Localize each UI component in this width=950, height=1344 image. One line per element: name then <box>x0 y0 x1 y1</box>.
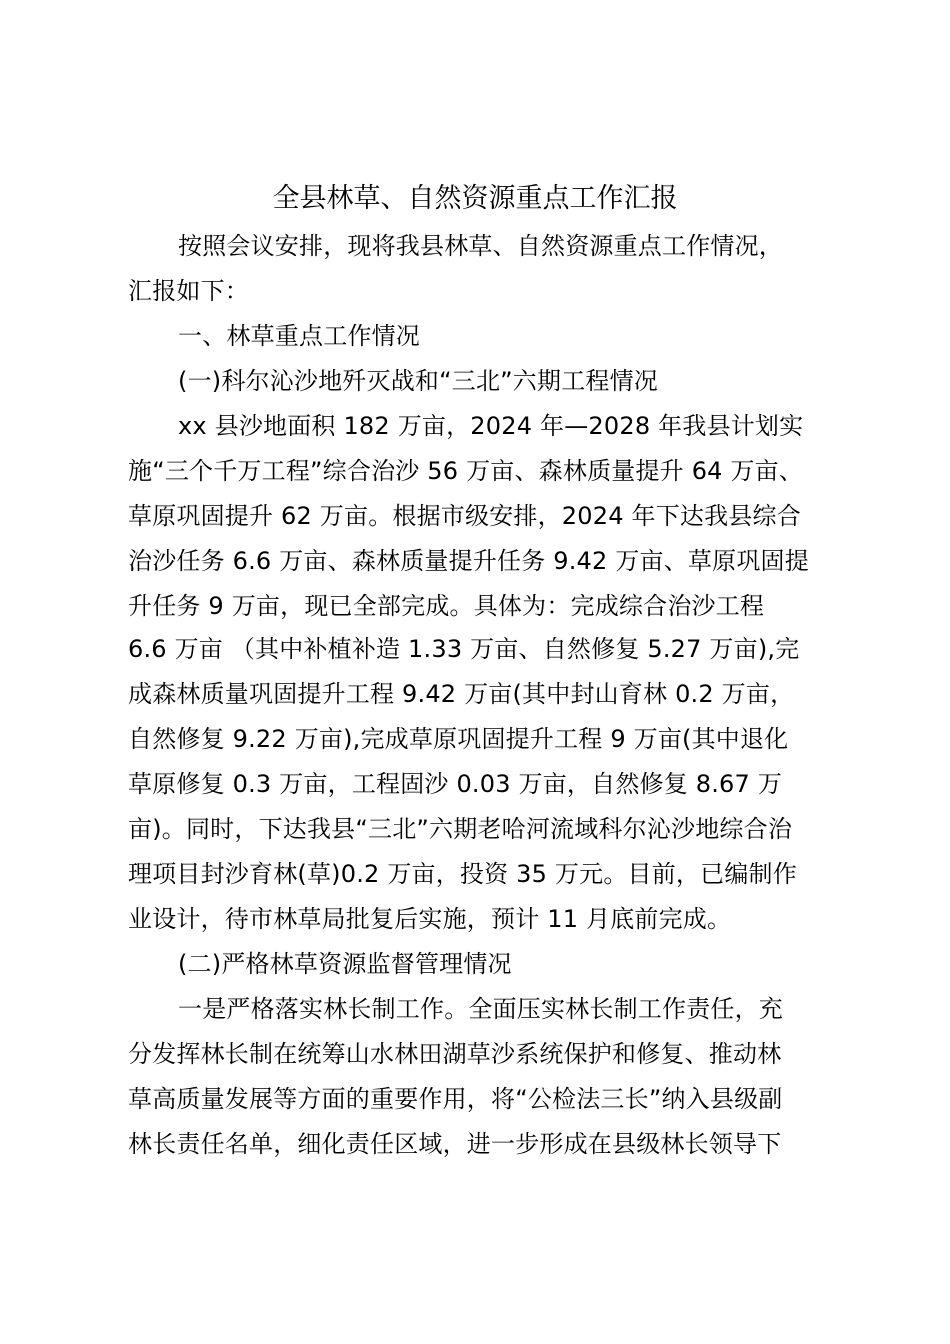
paragraph-line: 自然修复 9.22 万亩),完成草原巩固提升工程 9 万亩(其中退化 <box>128 725 789 753</box>
paragraph-line: 分发挥林长制在统筹山水林田湖草沙系统保护和修复、推动林 <box>128 1040 782 1068</box>
section-heading: 一、林草重点工作情况 <box>178 322 420 350</box>
subsection-heading: (一)科尔沁沙地歼灭战和“三北”六期工程情况 <box>178 367 658 395</box>
paragraph-line: 治沙任务 6.6 万亩、森林质量提升任务 9.42 万亩、草原巩固提 <box>128 547 809 575</box>
subsection-heading: (二)严格林草资源监督管理情况 <box>178 950 512 978</box>
paragraph-line: 草高质量发展等方面的重要作用，将“公检法三长”纳入县级副 <box>128 1085 783 1113</box>
paragraph-line: 成森林质量巩固提升工程 9.42 万亩(其中封山育林 0.2 万亩， <box>128 680 795 708</box>
document-title: 全县林草、自然资源重点工作汇报 <box>272 183 678 214</box>
paragraph-line: 按照会议安排，现将我县林草、自然资源重点工作情况， <box>178 232 783 260</box>
paragraph-line: 草原巩固提升 62 万亩。根据市级安排，2024 年下达我县综合 <box>128 502 801 530</box>
paragraph-line: 林长责任名单，细化责任区域，进一步形成在县级林长领导下 <box>128 1130 782 1158</box>
paragraph-line: 施“三个千万工程”综合治沙 56 万亩、森林质量提升 64 万亩、 <box>128 457 804 485</box>
paragraph-line: 草原修复 0.3 万亩，工程固沙 0.03 万亩，自然修复 8.67 万 <box>128 770 783 798</box>
paragraph-line: 升任务 9 万亩，现已全部完成。具体为：完成综合治沙工程 <box>128 592 765 620</box>
paragraph-line: 亩)。同时，下达我县“三北”六期老哈河流域科尔沁沙地综合治 <box>128 815 793 843</box>
paragraph-line: 6.6 万亩 （其中补植补造 1.33 万亩、自然修复 5.27 万亩),完 <box>128 635 800 663</box>
paragraph-line: 业设计，待市林草局批复后实施，预计 11 月底前完成。 <box>128 905 732 933</box>
paragraph-line: 一是严格落实林长制工作。全面压实林长制工作责任，充 <box>178 995 783 1023</box>
paragraph-line: xx 县沙地面积 182 万亩，2024 年—2028 年我县计划实 <box>178 412 804 440</box>
paragraph-line: 汇报如下： <box>128 277 249 305</box>
paragraph-line: 理项目封沙育林(草)0.2 万亩，投资 35 万元。目前，已编制作 <box>128 860 797 888</box>
